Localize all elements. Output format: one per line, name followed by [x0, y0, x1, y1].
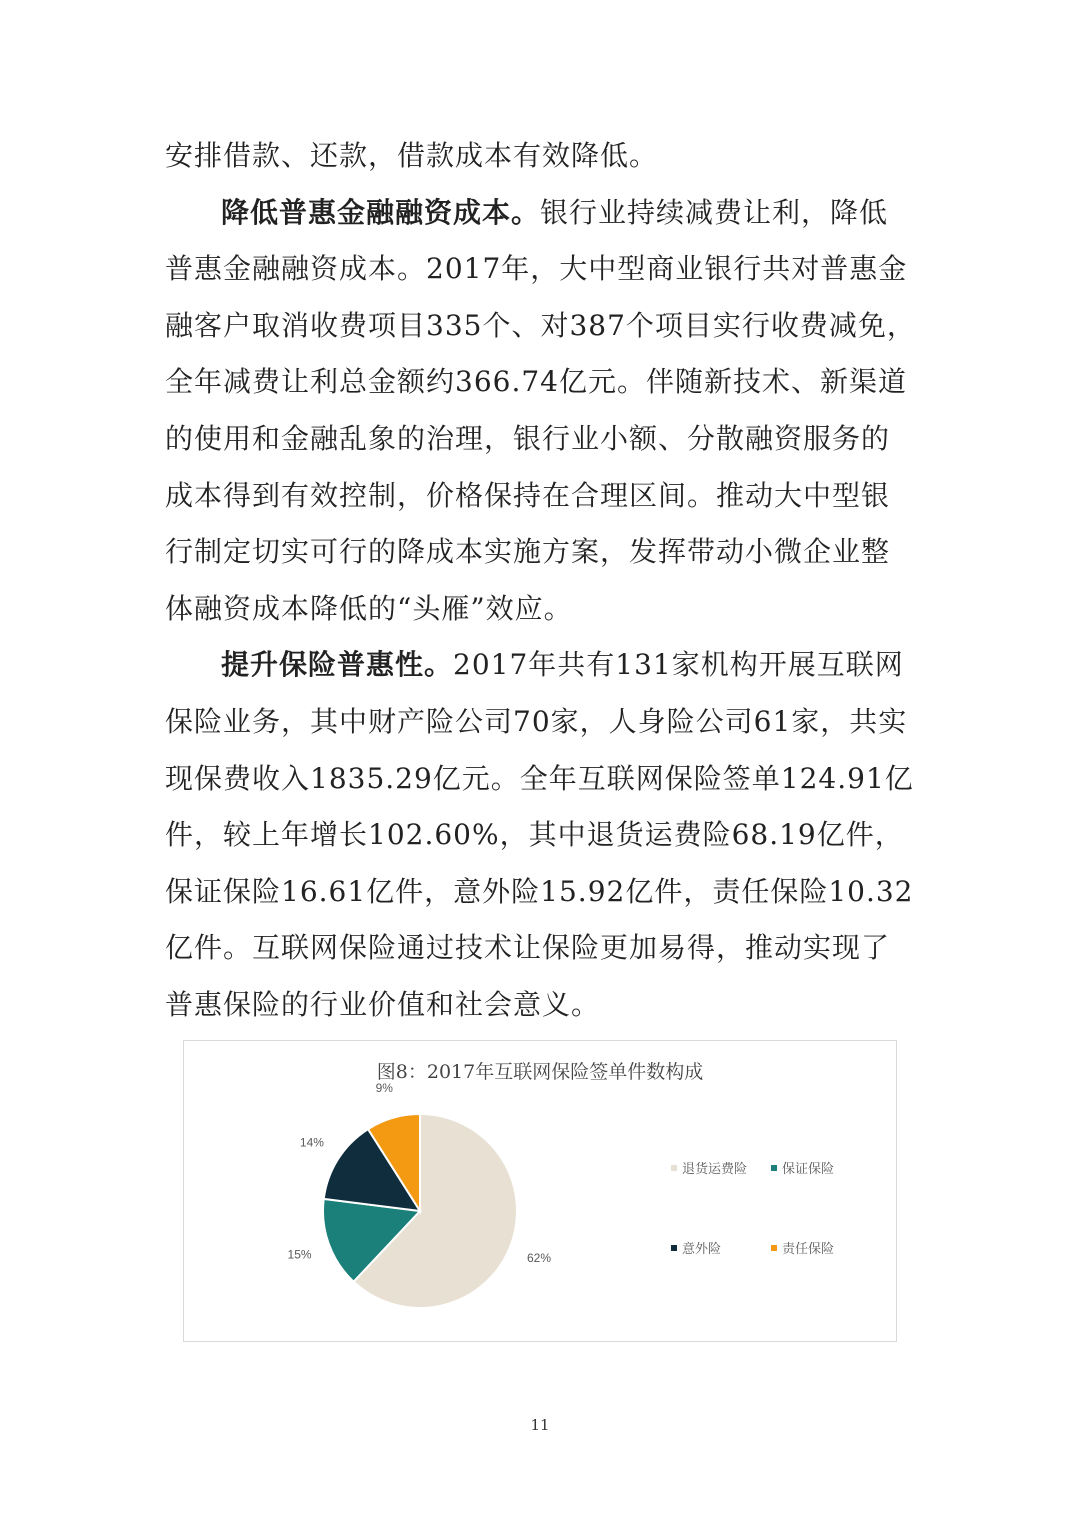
legend-label: 退货运费险 [682, 1162, 748, 1177]
legend-label: 责任保险 [782, 1242, 835, 1257]
paragraph-3 [165, 637, 917, 1033]
legend-label: 保证保险 [782, 1162, 835, 1177]
pie-label-3: 14% [299, 1135, 324, 1150]
body-text [165, 128, 917, 1034]
chart-title: 图8：2017年互联网保险签单件数构成 [376, 1061, 704, 1083]
page-number: 11 [530, 1416, 550, 1434]
chart-legend [671, 1158, 871, 1258]
chart-frame [183, 1040, 897, 1342]
paragraph-2 [165, 185, 917, 638]
legend-swatch [771, 1245, 777, 1251]
legend-swatch [671, 1165, 677, 1171]
paragraph-3-heading: 提升保险普惠性。 [221, 648, 454, 682]
legend-item-4 [771, 1238, 834, 1257]
legend-swatch [671, 1245, 677, 1251]
pie-label-2: 15% [287, 1247, 312, 1262]
legend-label: 意外险 [682, 1242, 722, 1257]
paragraph-1: 安排借款、还款，借款成本有效降低。 [165, 139, 659, 172]
pie-label-1: 62% [526, 1251, 552, 1266]
pie-label-4: 9% [375, 1081, 393, 1096]
legend-item-1 [671, 1158, 747, 1177]
legend-item-2 [771, 1158, 834, 1177]
paragraph-2-heading: 降低普惠金融融资成本。 [221, 195, 541, 229]
legend-swatch [771, 1165, 777, 1171]
paragraph-3-text: 2017年共有131家机构开展互联网保险业务，其中财产险公司70家，人身险公司61家，共实现保费收入1835.29亿元。全年互联网保险签单124.91亿件，较上年增长102.60%，其中退货运费险68.19亿件，保证保险16.61亿件，意外险15.92亿件，责任保险10.32亿件。互联网保险通过技术让保险更加易得，推动实现了普惠保险的行业价值和社会意义。 [165, 648, 914, 1021]
legend-item-3 [671, 1238, 721, 1257]
paragraph-2-text: 银行业持续减费让利，降低普惠金融融资成本。2017年，大中型商业银行共对普惠金融客户取消收费项目335个、对387个项目实行收费减免，全年减费让利总金额约366.74亿元。伴随新技术、新渠道的使用和金融乱象的治理，银行业小额、分散融资服务的成本得到有效控制，价格保持在合理区间。推动大中型银行制定切实可行的降成本实施方案，发挥带动小微企业整体融资成本降低的“头雁”效应。 [165, 195, 916, 625]
